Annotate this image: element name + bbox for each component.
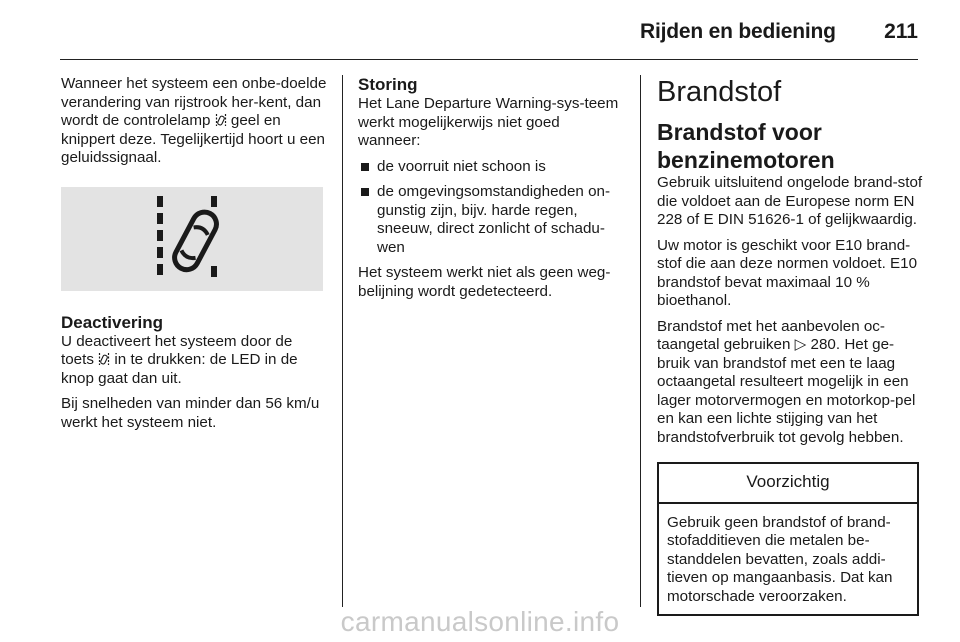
storing-heading: Storing — [358, 75, 418, 94]
storing-bullet-list — [358, 158, 626, 258]
bullet-text: de voorruit niet schoon is — [377, 157, 546, 175]
page-number: 211 — [884, 20, 918, 43]
watermark: carmanualsonline.info — [340, 606, 620, 637]
deactivation-paragraph — [61, 333, 329, 389]
bullet-text: de omgevingsomstandigheden on-gunstig zijn, bijv. harde regen, sneeuw, direct zonlicht of schadu-wen — [377, 183, 611, 256]
deactivering-heading: Deactivering — [61, 312, 164, 332]
benzinemotoren-heading: Brandstof voor benzinemotoren — [657, 119, 835, 173]
column-right — [657, 75, 925, 616]
lane-departure-illustration — [61, 187, 323, 291]
fuel-paragraph-3: Brandstof met het aanbevolen oc-taangetal gebruiken ▷ 280. Het ge-bruik van brandstof met een te laag octaangetal resulteert mogelijk in een lager motorvermogen en motorkop-pel en kan een lichte stijging van het brandstofverbruik tot gevolg hebben. — [657, 317, 916, 446]
caution-title: Voorzichtig — [659, 464, 917, 504]
bullet-square-icon — [361, 163, 369, 171]
lane-departure-icon-large — [153, 194, 233, 286]
column-middle — [358, 75, 626, 308]
list-item — [358, 183, 626, 257]
brandstof-heading: Brandstof — [657, 76, 782, 108]
intro-text-start: Wanneer het systeem een onbe-doelde verandering van rijstrook her-kent, dan wordt de controlelamp — [61, 75, 327, 129]
running-header-title: Rijden en bediening — [640, 20, 836, 43]
caution-box — [657, 462, 919, 616]
fuel-paragraph-2: Uw motor is geschikt voor E10 brand-stof die aan deze normen voldoet. E10 brandstof bevat maximaal 10 % bioethanol. — [657, 236, 918, 309]
fuel-paragraph-1: Gebruik uitsluitend ongelode brand-stof die voldoet aan de Europese norm EN 228 of E DIN 51626-1 of gelijkwaardig. — [657, 174, 923, 228]
intro-paragraph — [61, 75, 329, 168]
storing-closing: Het systeem werkt niet als geen weg-belijning wordt gedetecteerd. — [358, 264, 611, 300]
storing-intro: Het Lane Departure Warning-sys-teem werkt mogelijkerwijs niet goed wanneer: — [358, 95, 619, 149]
column-divider-left — [342, 75, 343, 607]
column-divider-right — [640, 75, 641, 607]
caution-body: Gebruik geen brandstof of brand-stofadditieven die metalen be-standdelen bevatten, zoals addi-tieven op mangaanbasis. Dat kan motorschade veroorzaken. — [667, 513, 893, 605]
deactivation-section — [61, 313, 329, 433]
list-item — [358, 158, 626, 177]
speed-paragraph: Bij snelheden van minder dan 56 km/u werkt het systeem niet. — [61, 395, 320, 431]
deact-text-end: in te drukken: de LED in de knop gaat dan uit. — [61, 351, 298, 387]
lane-departure-icon — [215, 113, 227, 127]
intro-text-end: geel en knippert deze. Tegelijkertijd hoort u een geluidssignaal. — [61, 112, 325, 166]
header-rule — [60, 59, 918, 60]
bullet-square-icon — [361, 188, 369, 196]
deact-text-start: U deactiveert het systeem door de toets — [61, 332, 293, 368]
column-left — [61, 75, 329, 439]
lane-departure-button-icon — [98, 352, 110, 366]
